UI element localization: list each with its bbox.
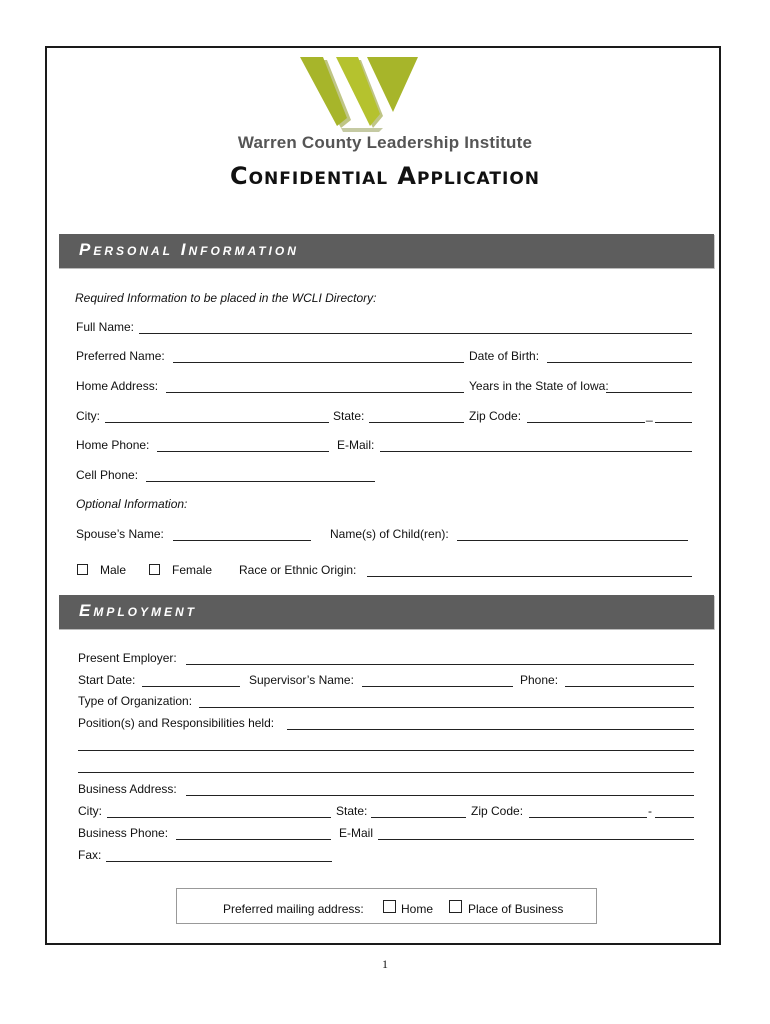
row-positions xyxy=(0,716,770,736)
row-present-employer xyxy=(0,651,770,671)
business-mailing-label: Place of Business xyxy=(468,902,564,916)
row-home-phone xyxy=(0,438,770,458)
page-number: 1 xyxy=(382,957,388,971)
home-phone-label: Home Phone: xyxy=(76,438,150,452)
years-in-state-field[interactable] xyxy=(606,392,692,393)
optional-note: Optional Information: xyxy=(76,497,188,511)
row-spouse-children xyxy=(0,527,770,547)
present-employer-field[interactable] xyxy=(186,664,694,665)
zip-field[interactable] xyxy=(527,422,645,423)
business-address-field[interactable] xyxy=(186,795,694,796)
positions-label: Position(s) and Responsibilities held: xyxy=(78,716,275,730)
org-name: Warren County Leadership Institute xyxy=(237,133,533,152)
section-personal-information xyxy=(59,234,714,268)
date-of-birth-field[interactable] xyxy=(547,362,692,363)
male-label: Male xyxy=(100,563,127,577)
cell-phone-label: Cell Phone: xyxy=(76,468,139,482)
positions-field-line-3[interactable] xyxy=(78,772,694,773)
fax-label: Fax: xyxy=(78,848,102,862)
home-phone-field[interactable] xyxy=(157,451,329,452)
business-zip-separator: - xyxy=(648,804,652,818)
business-phone-field[interactable] xyxy=(176,839,331,840)
email-field[interactable] xyxy=(380,451,692,452)
row-positions-extra-2 xyxy=(0,759,770,779)
employer-phone-field[interactable] xyxy=(565,686,694,687)
preferred-name-field[interactable] xyxy=(173,362,464,363)
required-note: Required Information to be placed in the WCLI Directory: xyxy=(75,291,377,305)
state-label: State: xyxy=(333,409,365,423)
city-field[interactable] xyxy=(105,422,329,423)
race-field[interactable] xyxy=(367,576,692,577)
male-checkbox[interactable] xyxy=(77,564,88,575)
children-label: Name(s) of Child(ren): xyxy=(330,527,449,541)
business-zip-plus4-field[interactable] xyxy=(655,817,694,818)
row-cell-phone xyxy=(0,468,770,488)
start-date-field[interactable] xyxy=(142,686,240,687)
children-field[interactable] xyxy=(457,540,688,541)
row-positions-extra-1 xyxy=(0,737,770,757)
full-name-label: Full Name: xyxy=(76,320,135,334)
zip-label: Zip Code: xyxy=(469,409,522,423)
years-in-state-label: Years in the State of Iowa: xyxy=(469,379,609,393)
org-type-label: Type of Organization: xyxy=(78,694,193,708)
employer-phone-label: Phone: xyxy=(520,673,559,687)
wcli-w-logo-icon xyxy=(297,56,421,134)
supervisor-field[interactable] xyxy=(362,686,513,687)
row-business-phone-email xyxy=(0,826,770,846)
org-type-field[interactable] xyxy=(199,707,694,708)
business-address-label: Business Address: xyxy=(78,782,177,796)
state-field[interactable] xyxy=(369,422,464,423)
present-employer-label: Present Employer: xyxy=(78,651,177,665)
section-heading: Employment xyxy=(79,601,198,620)
start-date-label: Start Date: xyxy=(78,673,136,687)
cell-phone-field[interactable] xyxy=(146,481,375,482)
home-mailing-label: Home xyxy=(401,902,434,916)
business-zip-label: Zip Code: xyxy=(471,804,524,818)
business-zip-field[interactable] xyxy=(529,817,647,818)
home-address-field[interactable] xyxy=(166,392,464,393)
home-address-label: Home Address: xyxy=(76,379,159,393)
business-city-label: City: xyxy=(78,804,102,818)
business-mailing-checkbox[interactable] xyxy=(449,900,462,913)
zip-separator: _ xyxy=(646,408,653,422)
fax-field[interactable] xyxy=(106,861,332,862)
city-label: City: xyxy=(76,409,100,423)
spouse-name-label: Spouse’s Name: xyxy=(76,527,164,541)
row-business-address xyxy=(0,782,770,802)
page-title: Confidential Application xyxy=(229,162,540,190)
business-city-field[interactable] xyxy=(107,817,331,818)
business-state-field[interactable] xyxy=(371,817,466,818)
spouse-name-field[interactable] xyxy=(173,540,311,541)
row-preferred-name xyxy=(0,349,770,369)
home-mailing-checkbox[interactable] xyxy=(383,900,396,913)
female-checkbox[interactable] xyxy=(149,564,160,575)
row-city-state-zip xyxy=(0,409,770,429)
race-label: Race or Ethnic Origin: xyxy=(239,563,357,577)
section-heading: Personal Information xyxy=(79,240,299,259)
preferred-mailing-box xyxy=(176,888,597,924)
preferred-name-label: Preferred Name: xyxy=(76,349,165,363)
row-fax xyxy=(0,848,770,868)
row-full-name xyxy=(0,320,770,340)
zip-plus4-field[interactable] xyxy=(655,422,692,423)
full-name-field[interactable] xyxy=(139,333,692,334)
supervisor-label: Supervisor’s Name: xyxy=(249,673,354,687)
row-home-address xyxy=(0,379,770,399)
section-employment xyxy=(59,595,714,629)
positions-field[interactable] xyxy=(287,729,694,730)
business-phone-label: Business Phone: xyxy=(78,826,169,840)
business-state-label: State: xyxy=(336,804,368,818)
female-label: Female xyxy=(172,563,213,577)
preferred-mailing-label: Preferred mailing address: xyxy=(223,902,364,916)
row-gender-race xyxy=(0,563,770,583)
row-start-supervisor-phone xyxy=(0,673,770,693)
positions-field-line-2[interactable] xyxy=(78,750,694,751)
row-org-type xyxy=(0,694,770,714)
date-of-birth-label: Date of Birth: xyxy=(469,349,540,363)
email-label: E-Mail: xyxy=(337,438,375,452)
business-email-label: E-Mail xyxy=(339,826,374,840)
business-email-field[interactable] xyxy=(378,839,694,840)
row-business-city-state-zip xyxy=(0,804,770,824)
